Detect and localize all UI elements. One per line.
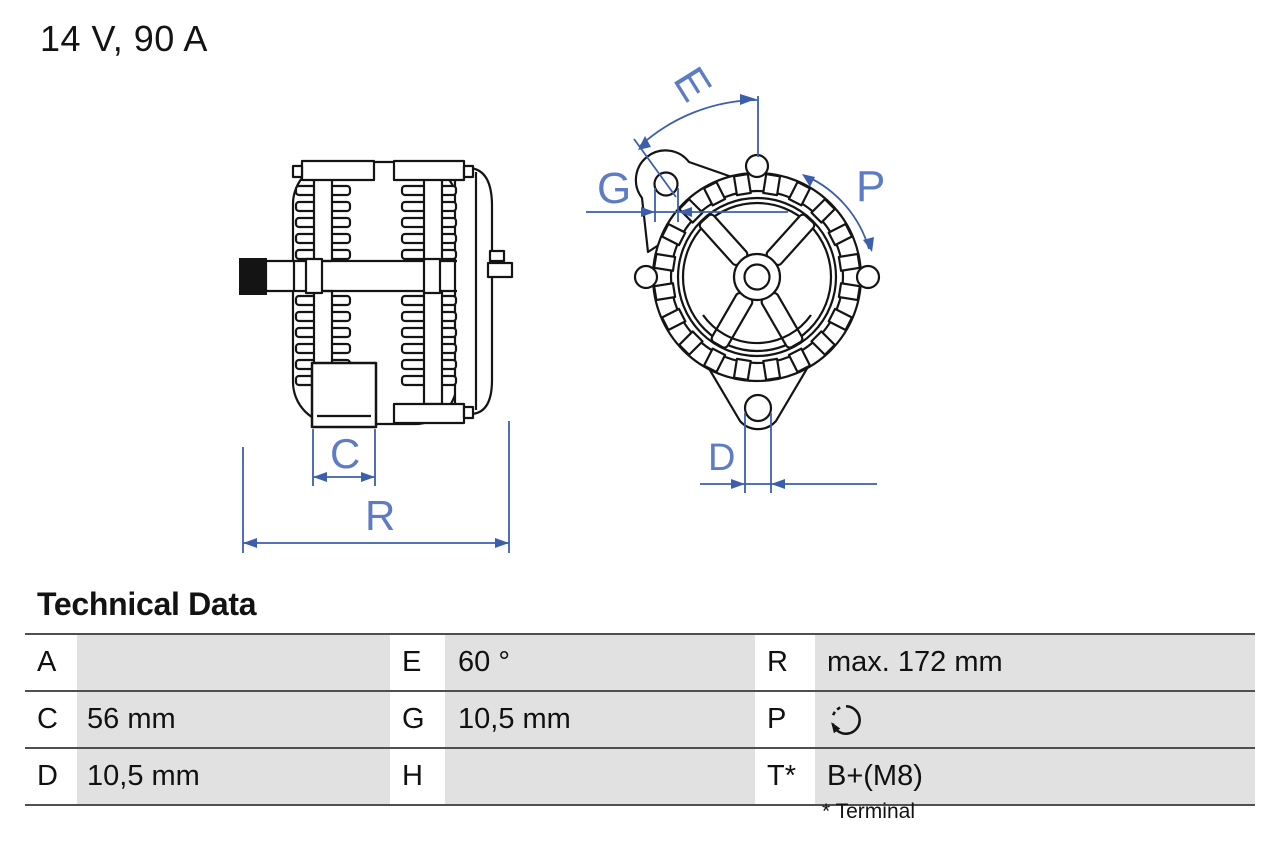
technical-data-title: Technical Data [37, 586, 257, 622]
table-row [25, 749, 1255, 806]
threaded-shaft [239, 258, 267, 295]
param-label-t: T* [755, 749, 815, 804]
left-lug [635, 266, 657, 288]
param-label-g: G [390, 692, 445, 747]
dim-label-e: E [663, 58, 721, 110]
dim-label-g: G [597, 164, 632, 213]
rotation-direction-icon [827, 701, 865, 739]
terminal-footnote: * Terminal [822, 800, 915, 823]
table-row [25, 692, 1255, 749]
param-label-d: D [25, 749, 77, 804]
dim-label-d: D [708, 437, 736, 479]
param-value-p [815, 692, 1255, 747]
table-row [25, 635, 1255, 692]
param-label-r: R [755, 635, 815, 690]
right-lug [857, 266, 879, 288]
param-value-e: 60 ° [445, 635, 755, 690]
param-label-e: E [390, 635, 445, 690]
param-value-a [77, 635, 390, 690]
bottom-ear-hole [745, 395, 771, 421]
param-value-t: B+(M8) [815, 749, 1255, 804]
top-lug [746, 155, 768, 177]
terminal-stub [488, 263, 512, 277]
param-value-g: 10,5 mm [445, 692, 755, 747]
param-value-d: 10,5 mm [77, 749, 390, 804]
param-value-c: 56 mm [77, 692, 390, 747]
dim-label-p: P [856, 162, 886, 211]
param-label-a: A [25, 635, 77, 690]
side-view-drawing [239, 161, 512, 427]
param-value-r: max. 172 mm [815, 635, 1255, 690]
terminal-stub [490, 251, 504, 261]
mounting-foot [312, 363, 376, 427]
param-label-h: H [390, 749, 445, 804]
technical-data-table [25, 633, 1255, 806]
param-value-h [445, 749, 755, 804]
param-label-c: C [25, 692, 77, 747]
dim-label-r: R [365, 492, 396, 539]
param-label-p: P [755, 692, 815, 747]
dim-label-c: C [330, 430, 361, 477]
product-rating: 14 V, 90 A [40, 18, 208, 59]
